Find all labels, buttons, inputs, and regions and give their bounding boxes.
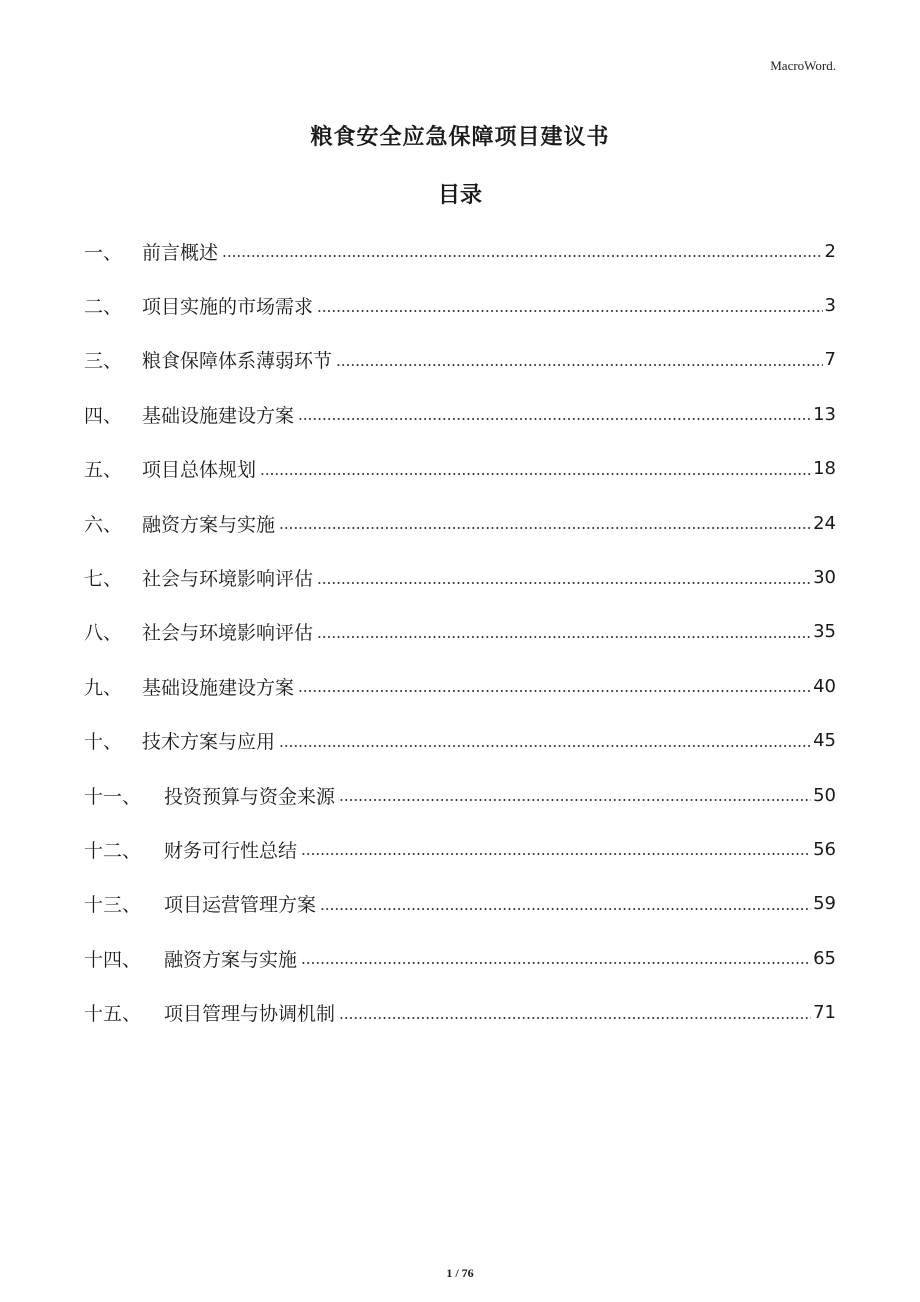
toc-entry-page: 30 [813,567,836,589]
toc-entry-number: 十三、 [84,894,142,917]
toc-entry-page: 56 [813,838,836,860]
toc-entry-10[interactable] [84,714,836,768]
toc-entry-4[interactable] [84,387,836,441]
toc-entry-label: 基础设施建设方案 [142,676,295,699]
toc-leader-dots [339,1017,811,1019]
toc-entry-12[interactable] [84,822,836,876]
toc-leader-dots [317,310,823,312]
toc-entry-page: 71 [813,1002,836,1024]
toc-leader-dots [301,962,811,964]
header-brand: MacroWord. [770,58,836,73]
toc-entry-label: 基础设施建设方案 [142,404,295,427]
toc-leader-dots [317,636,811,638]
toc-entry-5[interactable] [84,442,836,496]
toc-entry-label: 投资预算与资金来源 [164,785,336,808]
toc-entry-number: 十、 [84,731,123,754]
toc-entry-13[interactable] [84,877,836,931]
toc-entry-number: 六、 [84,513,123,536]
toc-entry-page: 50 [813,784,836,806]
toc-entry-number: 十一、 [84,785,142,808]
toc-entry-label: 粮食保障体系薄弱环节 [142,350,333,373]
toc-leader-dots [317,582,811,584]
toc-entry-label: 项目总体规划 [142,459,257,482]
toc-leader-dots [279,527,811,529]
toc-entry-label: 项目运营管理方案 [164,894,317,917]
toc-entry-number: 九、 [84,676,123,699]
toc-entry-page: 3 [824,295,836,317]
toc-entry-page: 65 [813,947,836,969]
toc-entry-number: 七、 [84,568,123,591]
toc-entry-15[interactable] [84,985,836,1039]
toc-entry-11[interactable] [84,768,836,822]
toc-entry-label: 社会与环境影响评估 [142,568,314,591]
toc-leader-dots [320,908,811,910]
toc-leader-dots [279,745,811,747]
toc-leader-dots [339,799,811,801]
toc-heading: 目录 [437,183,482,208]
toc-entry-page: 13 [813,403,836,425]
page-indicator: 1 / 76 [446,1266,474,1280]
toc-entry-page: 59 [813,893,836,915]
table-of-contents [84,224,836,1040]
toc-leader-dots [336,364,823,366]
toc-entry-number: 一、 [84,241,123,264]
toc-entry-number: 三、 [84,350,123,373]
toc-entry-label: 项目管理与协调机制 [164,1003,336,1026]
toc-entry-3[interactable] [84,333,836,387]
toc-entry-label: 前言概述 [142,241,219,264]
toc-entry-number: 二、 [84,296,123,319]
toc-entry-number: 十五、 [84,1003,142,1026]
toc-entry-number: 五、 [84,459,123,482]
toc-entry-1[interactable] [84,224,836,278]
toc-leader-dots [222,255,823,257]
toc-leader-dots [260,473,811,475]
toc-entry-6[interactable] [84,496,836,550]
toc-entry-7[interactable] [84,550,836,604]
toc-entry-number: 十二、 [84,839,142,862]
toc-entry-page: 24 [813,512,836,534]
toc-entry-page: 40 [813,675,836,697]
toc-entry-number: 十四、 [84,948,142,971]
toc-entry-page: 45 [813,730,836,752]
document-title: 粮食安全应急保障项目建议书 [310,125,610,150]
toc-entry-label: 社会与环境影响评估 [142,622,314,645]
toc-entry-label: 财务可行性总结 [164,839,298,862]
toc-entry-label: 融资方案与实施 [164,948,298,971]
toc-entry-9[interactable] [84,659,836,713]
toc-leader-dots [298,690,811,692]
toc-leader-dots [301,853,811,855]
toc-entry-label: 融资方案与实施 [142,513,276,536]
toc-entry-page: 35 [813,621,836,643]
toc-entry-14[interactable] [84,931,836,985]
toc-entry-label: 项目实施的市场需求 [142,296,314,319]
toc-entry-number: 八、 [84,622,123,645]
toc-entry-page: 7 [824,349,836,371]
toc-entry-2[interactable] [84,278,836,332]
toc-entry-8[interactable] [84,605,836,659]
toc-entry-label: 技术方案与应用 [142,731,276,754]
toc-entry-number: 四、 [84,404,123,427]
toc-entry-page: 2 [824,240,836,262]
toc-leader-dots [298,418,811,420]
toc-entry-page: 18 [813,458,836,480]
